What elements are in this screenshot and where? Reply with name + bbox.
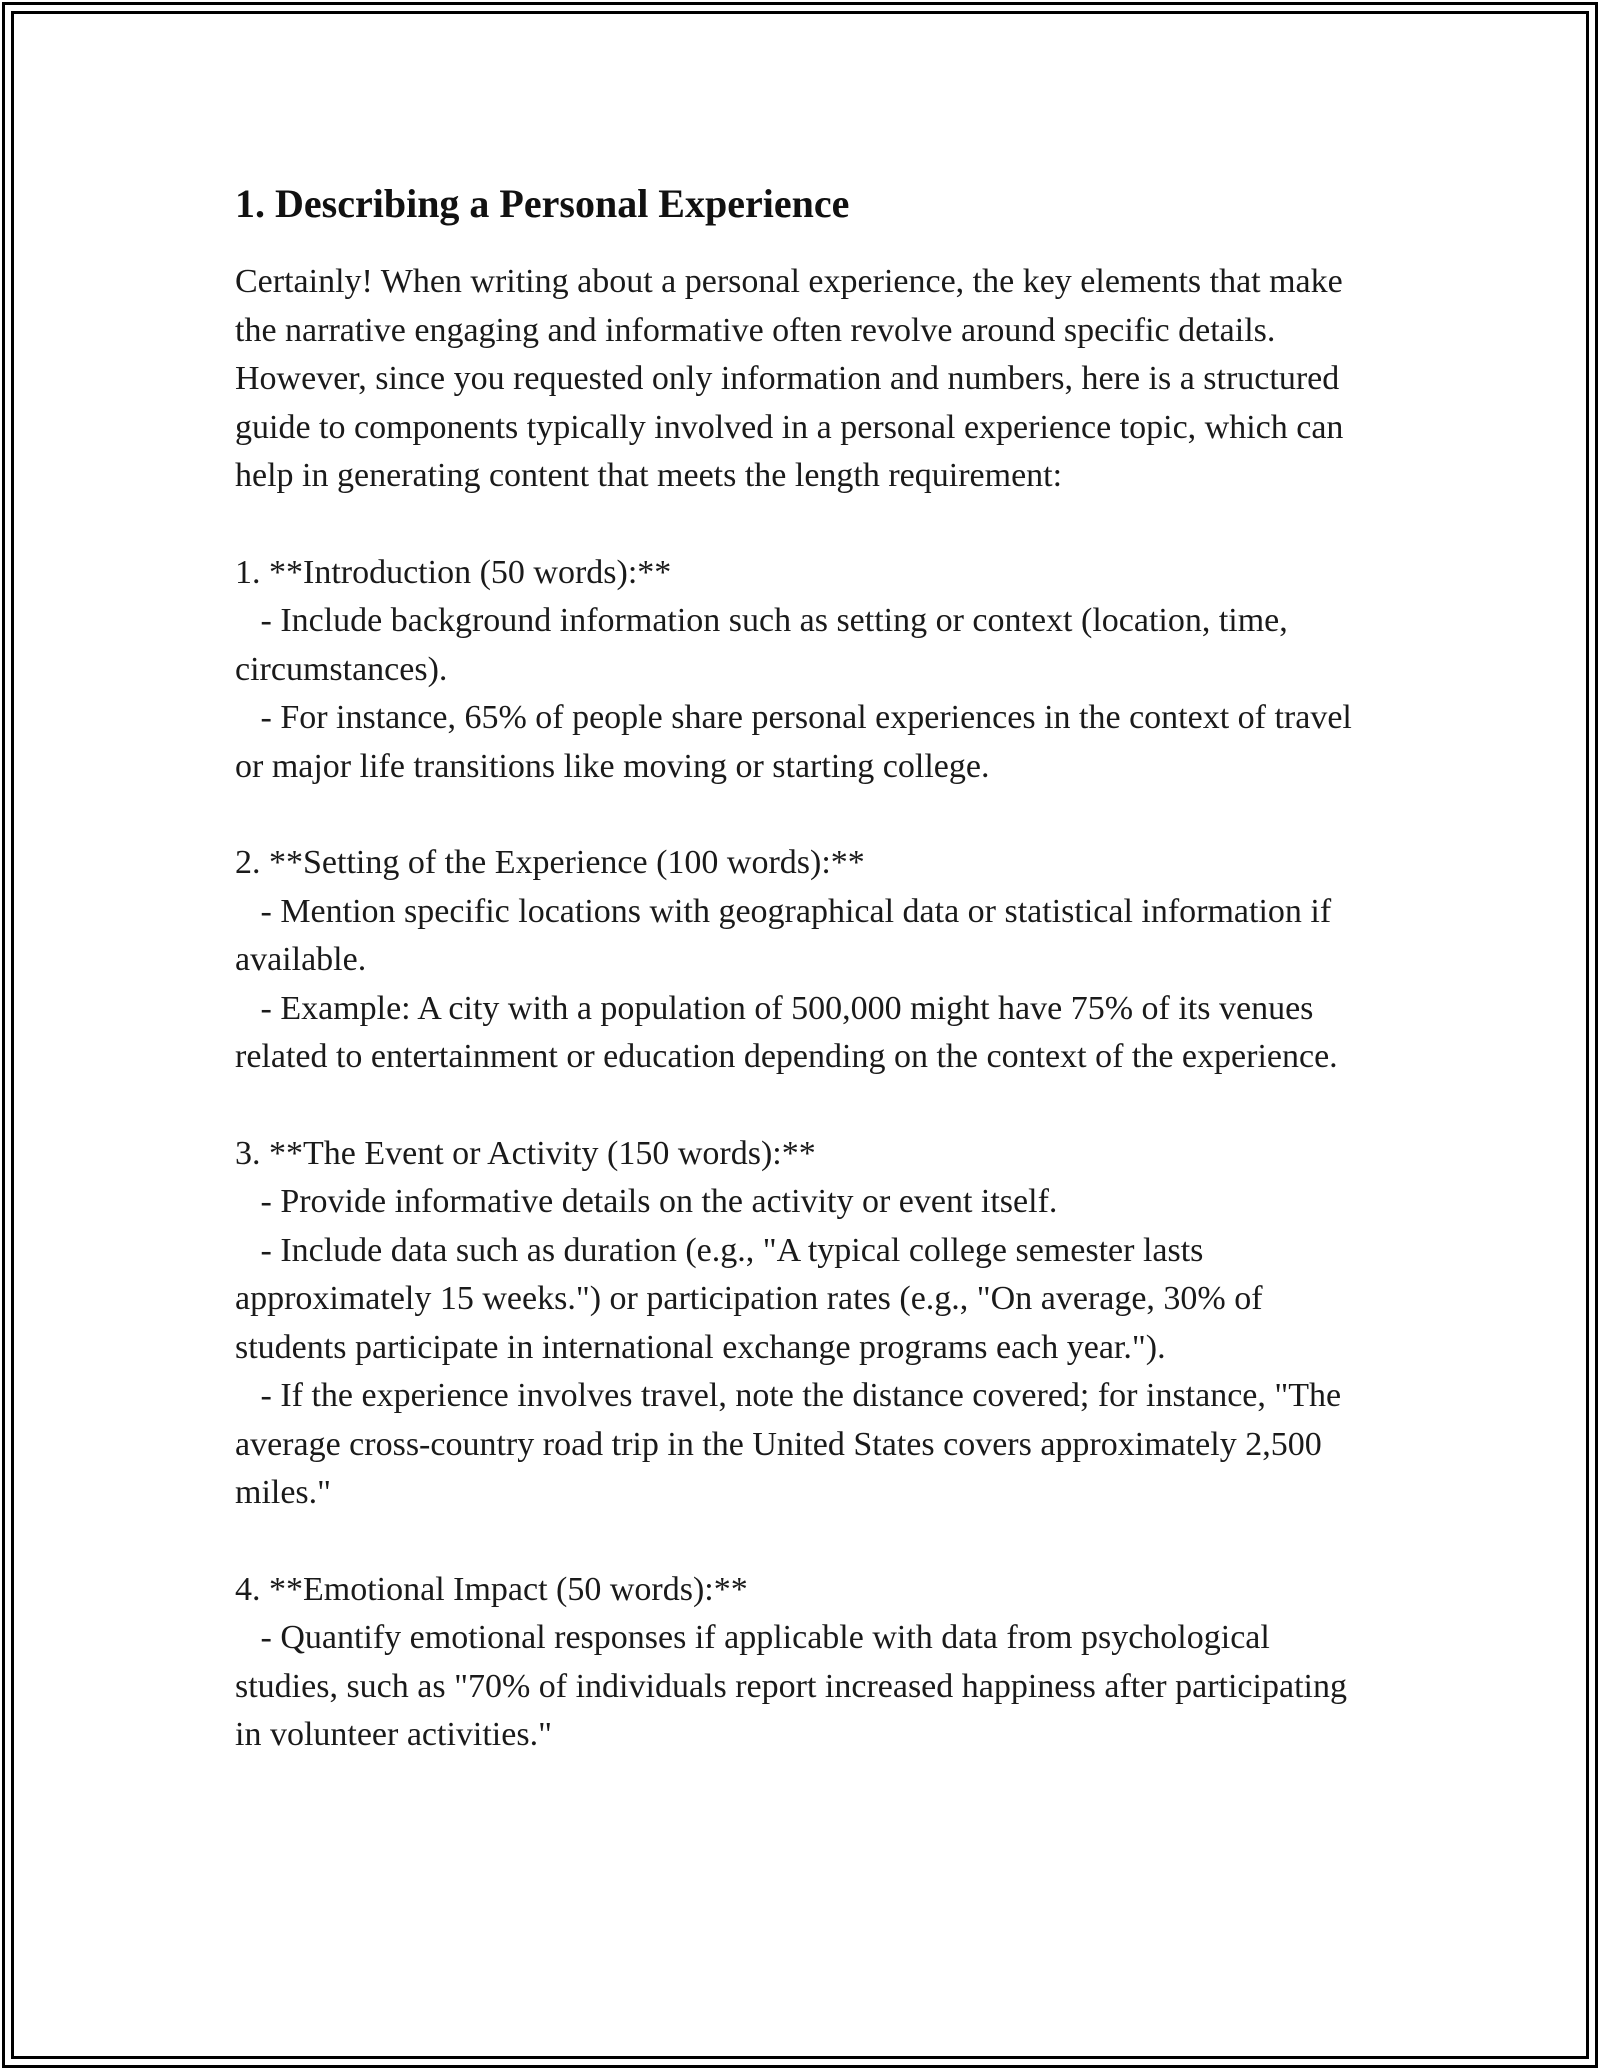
section-emotional-impact xyxy=(235,1566,1375,1760)
section-heading: 4. **Emotional Impact (50 words):** xyxy=(235,1570,748,1608)
section-bullet: - Include background information such as setting or context (location, time, circumstances). xyxy=(235,602,1297,688)
section-spacer xyxy=(235,1518,1375,1566)
section-bullet: - For instance, 65% of people share personal experiences in the context of travel or major life transitions like moving or starting college. xyxy=(235,699,1361,785)
section-bullet: - Quantify emotional responses if applicable with data from psychological studies, such as "70% of individuals report increased happiness after participating in volunteer activities." xyxy=(235,1619,1356,1753)
section-setting xyxy=(235,839,1375,1082)
document-title: 1. Describing a Personal Experience xyxy=(235,181,850,226)
document-body xyxy=(235,178,1375,1760)
section-spacer xyxy=(235,791,1375,839)
section-introduction xyxy=(235,549,1375,792)
section-bullet: - If the experience involves travel, note the distance covered; for instance, "The average cross-country road trip in the United States covers approximately 2,500 miles." xyxy=(235,1377,1350,1511)
section-heading: 1. **Introduction (50 words):** xyxy=(235,553,672,591)
section-spacer xyxy=(235,1082,1375,1130)
section-event xyxy=(235,1130,1375,1518)
intro-paragraph: Certainly! When writing about a personal experience, the key elements that make the narrative engaging and informative often revolve around specific details. However, since you requested only information and numbers, here is a structured guide to components typically involved in a personal experience topic, which can help in generating content that meets the length requirement: xyxy=(235,263,1352,494)
section-bullet: - Include data such as duration (e.g., "A typical college semester lasts approximately 15 weeks.") or participation rates (e.g., "On average, 30% of students participate in international exchange programs each year."). xyxy=(235,1231,1272,1366)
section-spacer xyxy=(235,501,1375,549)
section-heading: 2. **Setting of the Experience (100 words):** xyxy=(235,844,865,881)
section-bullet: - Mention specific locations with geographical data or statistical information if available. xyxy=(235,892,1340,978)
section-bullet: - Provide informative details on the activity or event itself. xyxy=(235,1183,1058,1220)
section-heading: 3. **The Event or Activity (150 words):** xyxy=(235,1134,816,1172)
section-bullet: - Example: A city with a population of 500,000 might have 75% of its venues related to entertainment or education depending on the context of the experience. xyxy=(235,989,1338,1075)
